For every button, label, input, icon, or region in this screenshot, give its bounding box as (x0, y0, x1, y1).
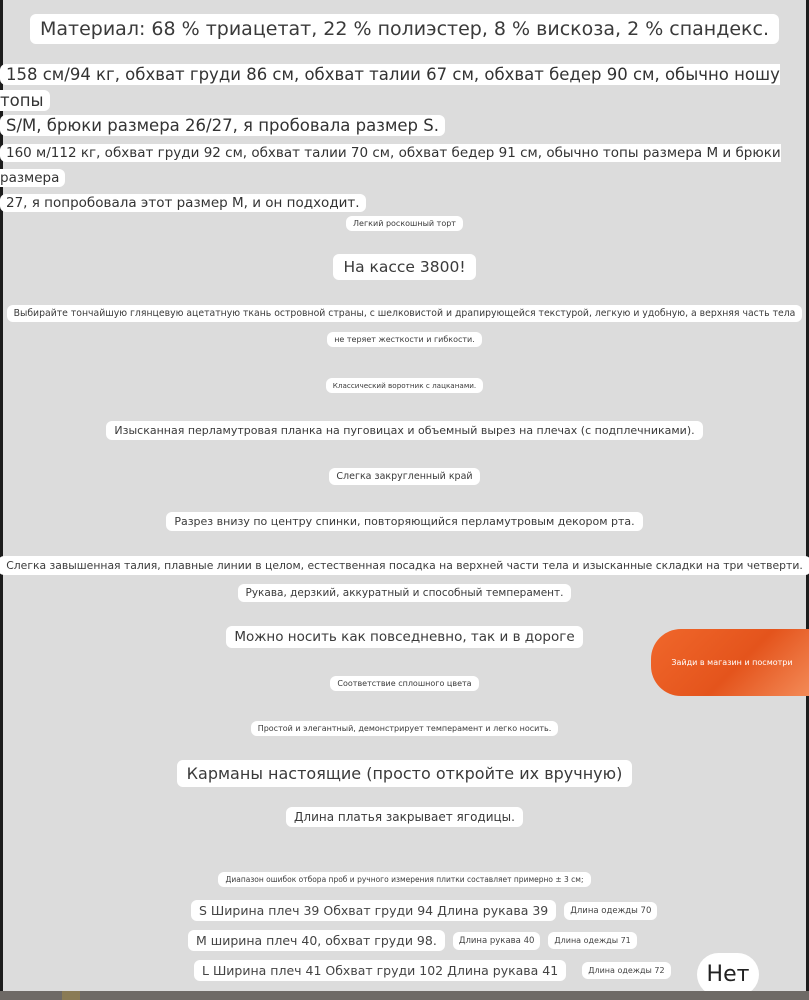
slit-text: Разрез внизу по центру спинки, повторяющийся перламутровым декором рта. (166, 512, 642, 531)
fabric-row-2 (0, 332, 809, 347)
size-row-m (188, 930, 637, 951)
waist-row (0, 556, 809, 575)
review-2-text (0, 141, 809, 216)
placket-text: Изысканная перламутровая планка на пуговицах и объемный вырез на плечах (с подплечниками). (106, 421, 702, 440)
hem-text: Слегка закругленный край (329, 468, 479, 485)
visit-store-button[interactable] (651, 629, 809, 696)
size-l-length: Длина одежды 72 (582, 962, 670, 979)
pockets-row (0, 760, 809, 787)
material-text: Материал: 68 % триацетат, 22 % полиэстер, 8 % вискоза, 2 % спандекс. (30, 14, 779, 44)
collar-text: Классический воротник с лацканами. (326, 378, 483, 393)
size-m-sleeve: Длина рукава 40 (453, 932, 541, 950)
collar-row (0, 378, 809, 393)
price-row (0, 254, 809, 280)
fabric-text-2: не теряет жесткости и гибкости. (327, 332, 482, 347)
cake-text: Легкий роскошный торт (346, 216, 463, 231)
error-row (0, 872, 809, 887)
size-m-main: М ширина плеч 40, обхват груди 98. (188, 930, 445, 951)
sleeves-row (0, 584, 809, 602)
hem-row (0, 468, 809, 485)
color-text: Соответствие сплошного цвета (330, 676, 478, 691)
size-s-main: S Ширина плеч 39 Обхват груди 94 Длина рукава 39 (191, 900, 556, 921)
review-2-line-1: 160 м/112 кг, обхват груди 92 см, обхват талии 70 см, обхват бедер 91 см, обычно топы размера М и брюки размера (0, 145, 781, 186)
size-l-main: L Ширина плеч 41 Обхват груди 102 Длина рукава 41 (194, 960, 566, 981)
review-2 (0, 141, 809, 216)
wear-text: Можно носить как повседневно, так и в дороге (226, 626, 582, 648)
simple-text: Простой и элегантный, демонстрирует темперамент и легко носить. (251, 721, 559, 736)
placket-row (0, 421, 809, 440)
size-row-l (194, 960, 671, 981)
review-1 (0, 62, 809, 139)
size-s-length: Длина одежды 70 (564, 902, 657, 920)
review-2-line-2: 27, я попробовала этот размер М, и он подходит. (0, 194, 366, 212)
simple-row (0, 721, 809, 736)
review-1-line-2: S/M, брюки размера 26/27, я пробовала размер S. (0, 115, 445, 136)
cake-row (0, 216, 809, 231)
no-button-label: Нет (706, 962, 750, 987)
no-button[interactable] (697, 953, 759, 996)
visit-store-label: Зайди в магазин и посмотри (671, 658, 793, 667)
slit-row (0, 512, 809, 531)
fabric-row (0, 305, 809, 322)
size-row-s (191, 900, 657, 921)
review-1-text (0, 62, 809, 139)
bottom-image-strip (0, 991, 809, 1000)
sleeves-text: Рукава, дерзкий, аккуратный и способный темперамент. (238, 584, 572, 602)
length-row (0, 807, 809, 827)
pockets-text: Карманы настоящие (просто откройте их вручную) (177, 760, 633, 787)
price-text: На кассе 3800! (333, 254, 475, 280)
review-1-line-1: 158 см/94 кг, обхват груди 86 см, обхват талии 67 см, обхват бедер 90 см, обычно ношу топы (0, 65, 780, 110)
waist-text: Слегка завышенная талия, плавные линии в целом, естественная посадка на верхней части тела и изысканные складки на три четверти. (0, 556, 809, 575)
length-text: Длина платья закрывает ягодицы. (286, 807, 523, 827)
error-text: Диапазон ошибок отбора проб и ручного измерения плитки составляет примерно ± 3 см; (218, 872, 590, 887)
size-m-length: Длина одежды 71 (548, 932, 636, 949)
bottom-image-object (62, 991, 80, 1000)
fabric-text: Выбирайте тончайшую глянцевую ацетатную ткань островной страны, с шелковистой и драпирующейся текстурой, легкую и удобную, а верхняя часть тела (7, 305, 803, 322)
material-row (0, 14, 809, 44)
